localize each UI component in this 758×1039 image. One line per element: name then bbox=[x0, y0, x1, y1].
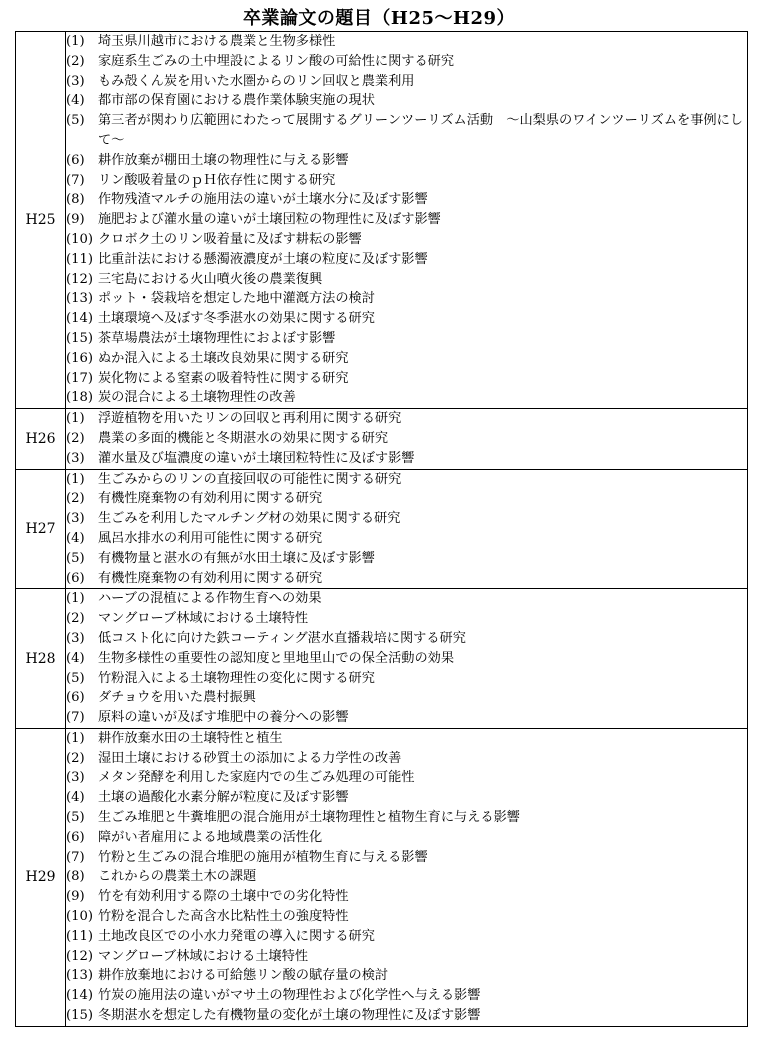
topic-number: (9) bbox=[66, 212, 85, 228]
topic-title: ポット・袋栽培を想定した地中灌漑方法の検討 bbox=[98, 291, 375, 307]
topic-title: 三宅島における火山噴火後の農業復興 bbox=[98, 271, 323, 287]
topic-number: (5) bbox=[66, 670, 85, 686]
topic-number: (1) bbox=[66, 34, 85, 49]
topic-title: 作物残渣マルチの施用法の違いが土壌水分に及ぼす影響 bbox=[98, 192, 428, 208]
topic-item bbox=[66, 569, 747, 589]
topic-number: (16) bbox=[66, 350, 94, 366]
topic-title: 竹粉と生ごみの混合堆肥の施用が植物生育に与える影響 bbox=[98, 849, 428, 865]
topic-title: マングローブ林域における土壌特性 bbox=[98, 611, 309, 627]
year-label: H26 bbox=[16, 409, 66, 469]
topic-title: 灌水量及び塩濃度の違いが土壌団粒特性に及ぼす影響 bbox=[98, 450, 415, 466]
topic-list bbox=[66, 589, 748, 729]
topic-number: (5) bbox=[66, 810, 85, 826]
topic-number: (3) bbox=[66, 511, 85, 527]
topic-title: 生ごみ堆肥と牛糞堆肥の混合施用が土壌物理性と植物生育に与える影響 bbox=[98, 810, 520, 826]
topic-number: (15) bbox=[66, 1008, 94, 1024]
year-group-row bbox=[16, 469, 748, 589]
topic-title: 浮遊植物を用いたリンの回収と再利用に関する研究 bbox=[98, 411, 402, 427]
topic-number: (3) bbox=[66, 630, 85, 646]
year-group-row bbox=[16, 589, 748, 729]
topic-title: 竹を有効利用する際の土壌中での劣化特性 bbox=[98, 889, 349, 905]
topic-item bbox=[66, 688, 747, 708]
topic-number: (12) bbox=[66, 948, 94, 964]
topic-number: (8) bbox=[66, 192, 85, 208]
thesis-topics-body bbox=[16, 32, 748, 1027]
topic-title: 風呂水排水の利用可能性に関する研究 bbox=[98, 530, 323, 546]
topic-item bbox=[66, 349, 747, 369]
topic-item bbox=[66, 409, 747, 429]
topic-item bbox=[66, 808, 747, 828]
year-label: H27 bbox=[16, 469, 66, 589]
topic-item bbox=[66, 669, 747, 689]
topic-title: 第三者が関わり広範囲にわたって展開するグリーンツーリズム活動 〜山梨県のワインツーリズムを事例にして〜 bbox=[98, 113, 743, 148]
topic-number: (13) bbox=[66, 968, 94, 984]
topic-number: (3) bbox=[66, 73, 85, 89]
topic-number: (8) bbox=[66, 869, 85, 885]
topic-number: (5) bbox=[66, 550, 85, 566]
topic-item bbox=[66, 629, 747, 649]
topic-number: (6) bbox=[66, 152, 85, 168]
topic-item bbox=[66, 449, 747, 469]
topic-item bbox=[66, 230, 747, 250]
topic-number: (4) bbox=[66, 790, 85, 806]
topic-title: 有機性廃棄物の有効利用に関する研究 bbox=[98, 570, 323, 586]
page-title: 卒業論文の題目（H25〜H29） bbox=[242, 8, 516, 29]
topic-title: 有機性廃棄物の有効利用に関する研究 bbox=[98, 491, 323, 507]
topic-title: クロボク土のリン吸着量に及ぼす耕耘の影響 bbox=[98, 231, 362, 247]
topic-number: (1) bbox=[66, 411, 85, 427]
topic-list bbox=[66, 469, 748, 589]
year-label: H25 bbox=[16, 32, 66, 409]
topic-number: (2) bbox=[66, 53, 85, 69]
topic-number: (17) bbox=[66, 370, 94, 386]
topic-item bbox=[66, 1006, 747, 1026]
topic-number: (14) bbox=[66, 988, 94, 1004]
topic-title: 土地改良区での小水力発電の導入に関する研究 bbox=[98, 928, 375, 944]
topic-item bbox=[66, 729, 747, 749]
topic-title: 炭の混合による土壌物理性の改善 bbox=[98, 390, 296, 406]
topic-number: (4) bbox=[66, 93, 85, 109]
topic-title: 施肥および灌水量の違いが土壌団粒の物理性に及ぼす影響 bbox=[98, 212, 441, 228]
topic-title: これからの農業土木の課題 bbox=[98, 869, 257, 885]
topic-title: リン酸吸着量のｐＨ依存性に関する研究 bbox=[98, 172, 336, 188]
topic-title: 都市部の保育園における農作業体験実施の現状 bbox=[98, 93, 375, 109]
topic-item bbox=[66, 270, 747, 290]
topic-item bbox=[66, 369, 747, 389]
topic-item bbox=[66, 708, 747, 728]
topic-title: 生ごみからのリンの直接回収の可能性に関する研究 bbox=[98, 471, 402, 487]
topic-item bbox=[66, 470, 747, 490]
topic-item bbox=[66, 788, 747, 808]
topic-title: ぬか混入による土壌改良効果に関する研究 bbox=[98, 350, 349, 366]
topic-list bbox=[66, 409, 748, 469]
topic-item bbox=[66, 111, 747, 151]
topic-item bbox=[66, 250, 747, 270]
topic-title: マングローブ林域における土壌特性 bbox=[98, 948, 309, 964]
year-label: H28 bbox=[16, 589, 66, 729]
topic-title: もみ殻くん炭を用いた水圏からのリン回収と農業利用 bbox=[98, 73, 415, 89]
topic-number: (13) bbox=[66, 291, 94, 307]
topic-number: (3) bbox=[66, 770, 85, 786]
year-group-row bbox=[16, 728, 748, 1026]
topic-title: 竹炭の施用法の違いがマサ土の物理性および化学性へ与える影響 bbox=[98, 988, 481, 1004]
topic-item bbox=[66, 388, 747, 408]
topic-item bbox=[66, 210, 747, 230]
topic-number: (2) bbox=[66, 430, 85, 446]
topic-title: ダチョウを用いた農村振興 bbox=[98, 690, 256, 706]
topic-title: 耕作放棄地における可給態リン酸の賦存量の検討 bbox=[98, 968, 389, 984]
topic-item bbox=[66, 828, 747, 848]
topic-number: (6) bbox=[66, 690, 85, 706]
topic-number: (4) bbox=[66, 530, 85, 546]
topic-item bbox=[66, 927, 747, 947]
topic-number: (1) bbox=[66, 730, 85, 746]
topic-item bbox=[66, 589, 747, 609]
topic-number: (2) bbox=[66, 491, 85, 507]
topic-item bbox=[66, 32, 747, 52]
topic-title: 生ごみを利用したマルチング材の効果に関する研究 bbox=[98, 511, 401, 527]
topic-item bbox=[66, 966, 747, 986]
topic-number: (9) bbox=[66, 889, 85, 905]
topic-number: (2) bbox=[66, 611, 85, 627]
topic-title: 冬期湛水を想定した有機物量の変化が土壌の物理性に及ぼす影響 bbox=[98, 1008, 481, 1024]
topic-number: (3) bbox=[66, 450, 85, 466]
topic-item bbox=[66, 91, 747, 111]
topic-number: (12) bbox=[66, 271, 94, 287]
topic-item bbox=[66, 309, 747, 329]
topic-item bbox=[66, 72, 747, 92]
topic-item bbox=[66, 489, 747, 509]
topic-title: 埼玉県川越市における農業と生物多様性 bbox=[98, 34, 336, 49]
topic-number: (18) bbox=[66, 390, 94, 406]
topic-number: (6) bbox=[66, 829, 85, 845]
topic-number: (10) bbox=[66, 909, 94, 925]
topic-number: (14) bbox=[66, 311, 94, 327]
topic-number: (2) bbox=[66, 750, 85, 766]
topic-list bbox=[66, 728, 748, 1026]
topic-item bbox=[66, 190, 747, 210]
topic-item bbox=[66, 52, 747, 72]
topic-title: 茶草場農法が土壌物理性におよぼす影響 bbox=[98, 330, 336, 346]
topic-number: (7) bbox=[66, 172, 85, 188]
topic-number: (7) bbox=[66, 710, 85, 726]
year-group-row bbox=[16, 32, 748, 409]
topic-item bbox=[66, 289, 747, 309]
year-group-row bbox=[16, 409, 748, 469]
topic-title: 原料の違いが及ぼす堆肥中の養分への影響 bbox=[98, 710, 349, 726]
topic-item bbox=[66, 907, 747, 927]
topic-item bbox=[66, 986, 747, 1006]
topic-number: (11) bbox=[66, 251, 94, 267]
topic-title: 土壌環境へ及ぼす冬季湛水の効果に関する研究 bbox=[98, 311, 375, 327]
topic-item bbox=[66, 848, 747, 868]
topic-number: (15) bbox=[66, 330, 94, 346]
topic-title: 耕作放棄水田の土壌特性と植生 bbox=[98, 730, 283, 746]
topic-number: (11) bbox=[66, 928, 94, 944]
topic-item bbox=[66, 887, 747, 907]
topic-item bbox=[66, 529, 747, 549]
topic-title: 有機物量と湛水の有無が水田土壌に及ぼす影響 bbox=[98, 550, 375, 566]
year-label: H29 bbox=[16, 728, 66, 1026]
topic-title: 竹粉混入による土壌物理性の変化に関する研究 bbox=[98, 670, 375, 686]
topic-item bbox=[66, 429, 747, 449]
topic-item bbox=[66, 329, 747, 349]
topic-item bbox=[66, 609, 747, 629]
topic-title: メタン発酵を利用した家庭内での生ごみ処理の可能性 bbox=[98, 770, 415, 786]
topic-item bbox=[66, 549, 747, 569]
topic-item bbox=[66, 749, 747, 769]
topic-list bbox=[66, 32, 748, 409]
topic-title: 土壌の過酸化水素分解が粒度に及ぼす影響 bbox=[98, 790, 349, 806]
topic-number: (4) bbox=[66, 650, 85, 666]
topic-item bbox=[66, 171, 747, 191]
topic-number: (10) bbox=[66, 231, 94, 247]
topic-title: 障がい者雇用による地域農業の活性化 bbox=[98, 829, 323, 845]
topic-title: 家庭系生ごみの土中埋設によるリン酸の可給性に関する研究 bbox=[98, 53, 455, 69]
topic-title: 耕作放棄が棚田土壌の物理性に与える影響 bbox=[98, 152, 349, 168]
topic-number: (7) bbox=[66, 849, 85, 865]
topic-item bbox=[66, 867, 747, 887]
topic-title: 農業の多面的機能と冬期湛水の効果に関する研究 bbox=[98, 430, 389, 446]
topic-title: 生物多様性の重要性の認知度と里地里山での保全活動の効果 bbox=[98, 650, 455, 666]
topic-number: (1) bbox=[66, 471, 85, 487]
topic-title: 竹粉を混合した高含水比粘性土の強度特性 bbox=[98, 909, 349, 925]
topic-title: ハーブの混植による作物生育への効果 bbox=[98, 591, 322, 607]
topic-title: 低コスト化に向けた鉄コーティング湛水直播栽培に関する研究 bbox=[98, 630, 466, 646]
topic-item bbox=[66, 649, 747, 669]
topic-number: (5) bbox=[66, 113, 85, 129]
topic-title: 比重計法における懸濁液濃度が土壌の粒度に及ぼす影響 bbox=[98, 251, 428, 267]
topic-number: (1) bbox=[66, 591, 85, 607]
topic-title: 炭化物による窒素の吸着特性に関する研究 bbox=[98, 370, 349, 386]
topic-item bbox=[66, 947, 747, 967]
topic-number: (6) bbox=[66, 570, 85, 586]
topic-item bbox=[66, 768, 747, 788]
thesis-topics-table bbox=[15, 31, 748, 1027]
topic-item bbox=[66, 509, 747, 529]
topic-title: 湿田土壌における砂質土の添加による力学性の改善 bbox=[98, 750, 402, 766]
topic-item bbox=[66, 151, 747, 171]
